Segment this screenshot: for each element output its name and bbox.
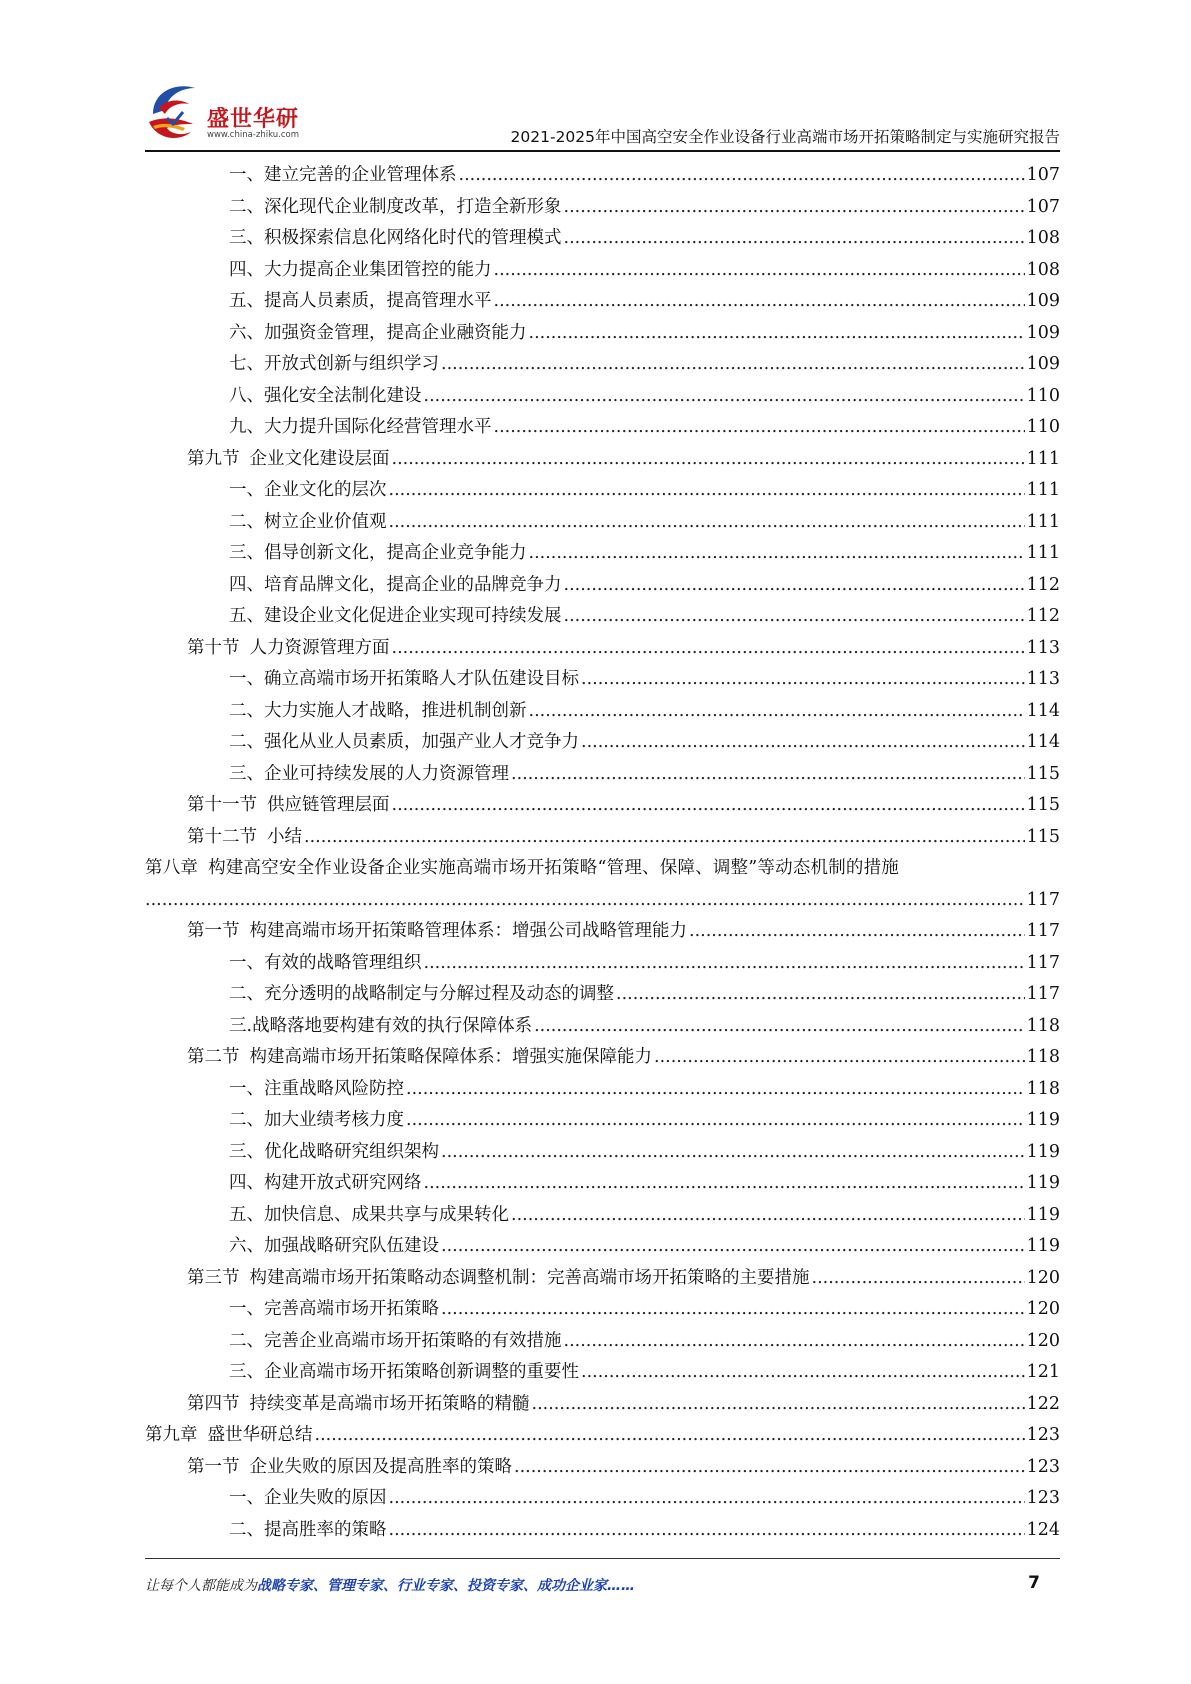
- toc-page-number: 123: [1026, 1456, 1060, 1477]
- toc-entry[interactable]: [145, 223, 1060, 255]
- toc-entry-number: 第十二节: [187, 826, 257, 847]
- toc-entry-title: [229, 538, 527, 570]
- toc-leader-dots: [564, 223, 1025, 255]
- toc-entry[interactable]: [145, 853, 1060, 885]
- toc-entry-title: [145, 853, 1060, 885]
- toc-entry-text: 构建高端市场开拓策略保障体系：增强实施保障能力: [249, 1047, 652, 1067]
- toc-page-number: 112: [1026, 574, 1060, 595]
- toc-leader-dots: [392, 790, 1025, 822]
- toc-page-number: 109: [1026, 354, 1060, 374]
- slogan-prefix: 让每个人都能成为: [145, 1578, 257, 1594]
- toc-page-number: 108: [1026, 259, 1060, 280]
- header-divider: [145, 150, 1060, 152]
- toc-page-number: 120: [1026, 1267, 1060, 1288]
- toc-entry-text: 供应链管理层面: [267, 795, 390, 815]
- toc-entry-number: 五、: [229, 606, 264, 626]
- toc-entry[interactable]: [145, 1452, 1060, 1484]
- toc-entry-number: 二、: [229, 1519, 264, 1540]
- toc-page-number: 118: [1026, 1047, 1060, 1067]
- toc-entry-number: 五、: [229, 291, 264, 311]
- toc-entry-continuation[interactable]: [145, 885, 1060, 917]
- toc-entry-number: 一、: [229, 480, 264, 500]
- toc-leader-dots: [511, 759, 1025, 791]
- toc-entry-text: 有效的战略管理组织: [264, 952, 422, 973]
- toc-entry-text: 企业文化建设层面: [249, 448, 390, 469]
- toc-entry-number: 第九节: [187, 448, 240, 469]
- toc-leader-dots: [564, 192, 1025, 224]
- toc-leader-dots: [494, 412, 1025, 444]
- toc-entry[interactable]: [145, 1105, 1060, 1137]
- toc-entry-title: [229, 286, 492, 318]
- toc-entry[interactable]: [145, 1231, 1060, 1263]
- toc-entry-number: 五、: [229, 1204, 264, 1225]
- toc-entry-text: 大力提升国际化经营管理水平: [264, 417, 492, 437]
- toc-entry-number: 七、: [229, 354, 264, 374]
- toc-entry-title: [187, 790, 390, 822]
- toc-entry-text: 完善高端市场开拓策略: [264, 1299, 439, 1319]
- toc-entry-number: 第九章: [145, 1425, 198, 1445]
- toc-entry-text: 强化从业人员素质，加强产业人才竞争力: [264, 732, 579, 752]
- toc-page-number: 107: [1026, 165, 1060, 185]
- toc-page-number: 117: [1026, 952, 1060, 973]
- toc-entry[interactable]: [145, 160, 1060, 192]
- toc-entry-text: 盛世华研总结: [207, 1425, 313, 1445]
- toc-entry-title: [229, 160, 457, 192]
- toc-entry[interactable]: [145, 507, 1060, 539]
- toc-leader-dots: [389, 507, 1025, 539]
- toc-page-number: 110: [1026, 417, 1060, 437]
- toc-entry-number: 第二节: [187, 1047, 240, 1067]
- toc-entry-title: [229, 412, 492, 444]
- toc-entry-text: 积极探索信息化网络化时代的管理模式: [264, 228, 562, 248]
- toc-entry-number: 二、: [229, 1330, 264, 1351]
- toc-entry[interactable]: [145, 1137, 1060, 1169]
- toc-entry-number: 四、: [229, 1173, 264, 1193]
- page-footer: [145, 1573, 1060, 1603]
- toc-page-number: 111: [1026, 448, 1060, 469]
- logo-swoosh-icon: [145, 78, 207, 144]
- toc-entry-number: 一、: [229, 1488, 264, 1508]
- toc-leader-dots: [304, 822, 1025, 854]
- toc-entry[interactable]: [145, 822, 1060, 854]
- toc-entry-text: 优化战略研究组织架构: [264, 1141, 439, 1162]
- toc-entry-number: 三、: [229, 1362, 264, 1382]
- toc-entry[interactable]: [145, 664, 1060, 696]
- toc-leader-dots: [389, 1483, 1025, 1515]
- toc-entry-text: 小结: [267, 826, 302, 847]
- toc-page-number: 117: [1026, 889, 1060, 910]
- toc-entry-text: 战略落地要构建有效的执行保障体系: [252, 1015, 533, 1036]
- toc-entry-text: 充分透明的战略制定与分解过程及动态的调整: [264, 984, 614, 1004]
- toc-leader-dots: [315, 1420, 1025, 1452]
- toc-entry-text: 培育品牌文化，提高企业的品牌竞争力: [264, 574, 562, 595]
- toc-entry[interactable]: [145, 696, 1060, 728]
- toc-entry[interactable]: [145, 601, 1060, 633]
- toc-entry-text: 企业可持续发展的人力资源管理: [264, 763, 509, 784]
- toc-page-number: 115: [1026, 826, 1060, 847]
- toc-page-number: 111: [1026, 511, 1060, 532]
- toc-leader-dots: [564, 601, 1025, 633]
- toc-leader-dots: [494, 286, 1025, 318]
- toc-entry-text: 企业高端市场开拓策略创新调整的重要性: [264, 1362, 579, 1382]
- toc-entry[interactable]: [145, 318, 1060, 350]
- toc-entry-number: 八、: [229, 385, 264, 406]
- toc-page-number: 115: [1026, 795, 1060, 815]
- footer-slogan: [145, 1575, 635, 1595]
- toc-entry-number: 第一节: [187, 1456, 240, 1477]
- toc-entry-text: 注重战略风险防控: [264, 1078, 404, 1099]
- toc-leader-dots: [389, 1515, 1025, 1547]
- toc-entry-text: 建立完善的企业管理体系: [264, 165, 457, 185]
- toc-entry-text: 企业文化的层次: [264, 480, 387, 500]
- toc-entry-number: 三.: [229, 1015, 253, 1036]
- toc-entry-text: 确立高端市场开拓策略人才队伍建设目标: [264, 669, 579, 689]
- toc-page-number: 121: [1026, 1362, 1060, 1382]
- toc-entry-number: 二、: [229, 511, 264, 532]
- toc-entry-text: 加强资金管理，提高企业融资能力: [264, 322, 527, 343]
- toc-entry-text: 提高胜率的策略: [264, 1519, 387, 1540]
- toc-page-number: 113: [1026, 669, 1060, 689]
- toc-entry[interactable]: [145, 979, 1060, 1011]
- toc-page-number: 118: [1026, 1078, 1060, 1099]
- toc-entry-title: [229, 1326, 562, 1358]
- toc-entry-title: [187, 1042, 652, 1074]
- toc-leader-dots: [581, 727, 1025, 759]
- company-logo: [145, 78, 315, 148]
- toc-entry-title: [187, 444, 390, 476]
- page-number: 7: [1028, 1573, 1040, 1593]
- toc-leader-dots: [689, 916, 1025, 948]
- toc-entry-text: 强化安全法制化建设: [264, 385, 422, 406]
- toc-leader-dots: [529, 538, 1025, 570]
- toc-entry[interactable]: [145, 286, 1060, 318]
- toc-entry-title: [229, 1357, 579, 1389]
- toc-entry-text: 倡导创新文化，提高企业竞争能力: [264, 543, 527, 563]
- toc-entry[interactable]: [145, 1483, 1060, 1515]
- toc-page-number: 114: [1026, 732, 1060, 752]
- toc-page-number: 112: [1026, 606, 1060, 626]
- toc-entry[interactable]: [145, 1326, 1060, 1358]
- toc-leader-dots: [511, 1200, 1025, 1232]
- toc-entry-text: 加快信息、成果共享与成果转化: [264, 1204, 509, 1225]
- toc-leader-dots: [392, 444, 1025, 476]
- toc-page-number: 115: [1026, 763, 1060, 784]
- toc-page-number: 120: [1026, 1330, 1060, 1351]
- toc-entry[interactable]: [145, 727, 1060, 759]
- logo-url: www.china-zhiku.com: [207, 130, 299, 140]
- toc-page-number: 117: [1026, 984, 1060, 1004]
- toc-entry[interactable]: [145, 1294, 1060, 1326]
- toc-entry[interactable]: [145, 570, 1060, 602]
- toc-entry-number: 二、: [229, 984, 264, 1004]
- toc-leader-dots: [424, 1168, 1025, 1200]
- toc-page-number: 119: [1026, 1110, 1060, 1130]
- toc-entry-title: [229, 601, 562, 633]
- toc-entry-text: 持续变革是高端市场开拓策略的精髓: [249, 1393, 530, 1414]
- toc-entry[interactable]: [145, 1389, 1060, 1421]
- toc-entry-title: [229, 570, 562, 602]
- toc-entry-number: 一、: [229, 1078, 264, 1099]
- logo-name: 盛世华研: [207, 107, 300, 132]
- toc-entry[interactable]: [145, 1357, 1060, 1389]
- toc-entry-title: [229, 1294, 439, 1326]
- toc-entry-title: [229, 979, 614, 1011]
- report-title: 2021-2025年中国高空安全作业设备行业高端市场开拓策略制定与实施研究报告: [510, 128, 1060, 146]
- toc-leader-dots: [532, 1389, 1025, 1421]
- toc-entry-text: 大力实施人才战略，推进机制创新: [264, 700, 527, 721]
- toc-entry-title: [229, 1200, 509, 1232]
- toc-entry-text: 企业失败的原因及提高胜率的策略: [249, 1456, 512, 1477]
- toc-leader-dots: [529, 696, 1025, 728]
- toc-entry-title: [229, 1231, 439, 1263]
- toc-leader-dots: [581, 1357, 1025, 1389]
- toc-entry-number: 第三节: [187, 1267, 240, 1288]
- toc-leader-dots: [616, 979, 1025, 1011]
- toc-page-number: 124: [1026, 1519, 1060, 1540]
- toc-entry[interactable]: [145, 948, 1060, 980]
- toc-entry-title: [187, 1452, 512, 1484]
- toc-entry-title: [187, 1389, 530, 1421]
- toc-entry-number: 一、: [229, 669, 264, 689]
- toc-entry-title: [229, 1483, 387, 1515]
- toc-leader-dots: [441, 1231, 1025, 1263]
- toc-entry-text: 人力资源管理方面: [249, 637, 390, 658]
- toc-entry-title: [229, 664, 579, 696]
- toc-entry-number: 二、: [229, 700, 264, 721]
- toc-entry-number: 三、: [229, 1141, 264, 1162]
- toc-entry-title: [229, 727, 579, 759]
- toc-entry-number: 第一节: [187, 921, 240, 941]
- toc-page-number: 120: [1026, 1299, 1060, 1319]
- toc-entry-number: 一、: [229, 165, 264, 185]
- page-header: [145, 78, 1060, 152]
- toc-page-number: 119: [1026, 1173, 1060, 1193]
- toc-leader-dots: [441, 349, 1025, 381]
- toc-entry[interactable]: [145, 1263, 1060, 1295]
- toc-entry-text: 树立企业价值观: [264, 511, 387, 532]
- toc-entry-title: [229, 223, 562, 255]
- toc-leader-dots: [581, 664, 1025, 696]
- toc-entry-text: 构建开放式研究网络: [264, 1173, 422, 1193]
- toc-entry-text: 构建高端市场开拓策略管理体系：增强公司战略管理能力: [249, 921, 687, 941]
- toc-entry-number: 三、: [229, 543, 264, 563]
- toc-entry-title: [229, 759, 509, 791]
- toc-page-number: 111: [1026, 480, 1060, 500]
- toc-entry-text: 提高人员素质，提高管理水平: [264, 291, 492, 311]
- toc-page-number: 114: [1026, 700, 1060, 721]
- toc-entry[interactable]: [145, 1074, 1060, 1106]
- toc-entry-number: 第八章: [145, 858, 199, 878]
- toc-leader-dots: [424, 948, 1025, 980]
- toc-entry-number: 四、: [229, 259, 264, 280]
- toc-page-number: 109: [1026, 322, 1060, 343]
- toc-entry-title: [229, 318, 527, 350]
- toc-entry-text: 建设企业文化促进企业实现可持续发展: [264, 606, 562, 626]
- table-of-contents: [145, 160, 1060, 1546]
- toc-page-number: 107: [1026, 196, 1060, 217]
- toc-page-number: 108: [1026, 228, 1060, 248]
- toc-entry[interactable]: [145, 1042, 1060, 1074]
- toc-entry-number: 第十节: [187, 637, 240, 658]
- toc-leader-dots: [459, 160, 1025, 192]
- toc-leader-dots: [145, 885, 1025, 917]
- toc-entry-text: 大力提高企业集团管控的能力: [264, 259, 492, 280]
- toc-entry-number: 二、: [229, 196, 264, 217]
- toc-entry-title: [229, 475, 387, 507]
- toc-entry-text: 加强战略研究队伍建设: [264, 1236, 439, 1256]
- toc-leader-dots: [529, 318, 1025, 350]
- footer-divider: [145, 1558, 1060, 1559]
- toc-entry-title: [187, 916, 687, 948]
- toc-entry[interactable]: [145, 1200, 1060, 1232]
- toc-leader-dots: [654, 1042, 1025, 1074]
- toc-entry-title: [229, 696, 527, 728]
- toc-entry-text: 完善企业高端市场开拓策略的有效措施: [264, 1330, 562, 1351]
- toc-leader-dots: [406, 1105, 1025, 1137]
- toc-entry-number: 一、: [229, 952, 264, 973]
- toc-page-number: 119: [1026, 1204, 1060, 1225]
- toc-entry[interactable]: [145, 381, 1060, 413]
- toc-entry[interactable]: [145, 1168, 1060, 1200]
- toc-entry[interactable]: [145, 349, 1060, 381]
- toc-entry[interactable]: [145, 1420, 1060, 1452]
- toc-entry-number: 六、: [229, 322, 264, 343]
- toc-leader-dots: [392, 633, 1025, 665]
- toc-entry-title: [229, 381, 422, 413]
- toc-entry-number: 九、: [229, 417, 264, 437]
- toc-page-number: 122: [1026, 1393, 1060, 1414]
- toc-entry-text: 深化现代企业制度改革，打造全新形象: [264, 196, 562, 217]
- toc-entry-title: [229, 349, 439, 381]
- toc-entry-number: 六、: [229, 1236, 264, 1256]
- toc-entry-number: 二、: [229, 1110, 264, 1130]
- toc-entry-title: [229, 1105, 404, 1137]
- toc-entry-number: 第四节: [187, 1393, 240, 1414]
- toc-page-number: 117: [1026, 921, 1060, 941]
- toc-entry-title: [229, 948, 422, 980]
- toc-page-number: 109: [1026, 291, 1060, 311]
- toc-entry[interactable]: [145, 916, 1060, 948]
- toc-entry-number: 三、: [229, 228, 264, 248]
- toc-leader-dots: [564, 570, 1025, 602]
- toc-entry[interactable]: [145, 412, 1060, 444]
- toc-entry-number: 三、: [229, 763, 264, 784]
- toc-entry[interactable]: [145, 790, 1060, 822]
- toc-entry-title: [229, 1011, 532, 1043]
- toc-entry-number: 一、: [229, 1299, 264, 1319]
- toc-entry-title: [187, 1263, 810, 1295]
- toc-page-number: 118: [1026, 1015, 1060, 1036]
- toc-leader-dots: [441, 1137, 1025, 1169]
- toc-page-number: 111: [1026, 543, 1060, 563]
- toc-leader-dots: [441, 1294, 1025, 1326]
- toc-leader-dots: [812, 1263, 1025, 1295]
- toc-page-number: 123: [1026, 1488, 1060, 1508]
- toc-entry-text: 加大业绩考核力度: [264, 1110, 404, 1130]
- toc-entry-text: 企业失败的原因: [264, 1488, 387, 1508]
- toc-leader-dots: [389, 475, 1025, 507]
- toc-entry-text: 构建高空安全作业设备企业实施高端市场开拓策略“管理、保障、调整”等动态机制的措施: [208, 858, 899, 878]
- toc-page-number: 110: [1026, 385, 1060, 406]
- toc-entry[interactable]: [145, 1515, 1060, 1547]
- toc-page-number: 113: [1026, 637, 1060, 658]
- toc-entry-text: 构建高端市场开拓策略动态调整机制：完善高端市场开拓策略的主要措施: [249, 1267, 810, 1288]
- toc-entry-number: 四、: [229, 574, 264, 595]
- toc-leader-dots: [494, 255, 1025, 287]
- toc-leader-dots: [514, 1452, 1025, 1484]
- toc-entry[interactable]: [145, 633, 1060, 665]
- toc-entry-title: [229, 192, 562, 224]
- toc-leader-dots: [564, 1326, 1025, 1358]
- toc-leader-dots: [424, 381, 1025, 413]
- toc-entry-title: [229, 1168, 422, 1200]
- toc-entry[interactable]: [145, 444, 1060, 476]
- slogan-highlight: 战略专家、管理专家、行业专家、投资专家、成功企业家……: [257, 1578, 635, 1594]
- toc-entry-title: [229, 1074, 404, 1106]
- toc-page-number: 119: [1026, 1236, 1060, 1256]
- toc-entry-title: [229, 1137, 439, 1169]
- toc-entry[interactable]: [145, 475, 1060, 507]
- toc-entry[interactable]: [145, 255, 1060, 287]
- toc-entry[interactable]: [145, 1011, 1060, 1043]
- toc-leader-dots: [534, 1011, 1025, 1043]
- toc-entry-number: 第十一节: [187, 795, 257, 815]
- toc-entry-title: [229, 255, 492, 287]
- toc-entry[interactable]: [145, 759, 1060, 791]
- toc-leader-dots: [406, 1074, 1025, 1106]
- toc-page-number: 119: [1026, 1141, 1060, 1162]
- toc-entry[interactable]: [145, 192, 1060, 224]
- toc-entry-number: 二、: [229, 732, 264, 752]
- toc-entry-title: [187, 633, 390, 665]
- toc-entry-title: [187, 822, 302, 854]
- toc-page-number: 123: [1026, 1425, 1060, 1445]
- toc-entry-title: [229, 1515, 387, 1547]
- toc-entry-title: [145, 1420, 313, 1452]
- toc-entry-text: 开放式创新与组织学习: [264, 354, 439, 374]
- toc-entry-title: [229, 507, 387, 539]
- toc-entry[interactable]: [145, 538, 1060, 570]
